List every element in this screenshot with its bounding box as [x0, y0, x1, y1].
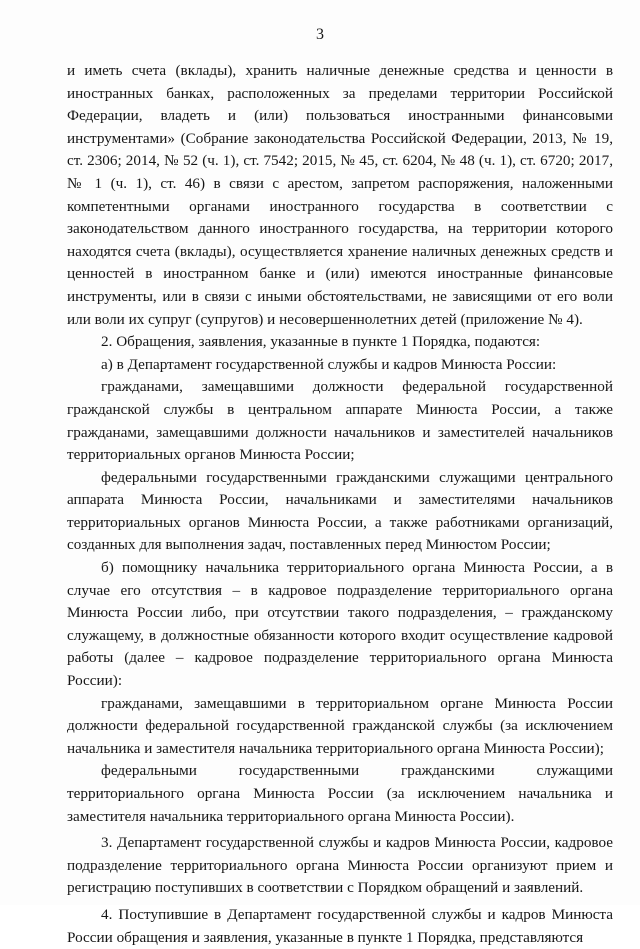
paragraph-2b-servants: федеральными государственными гражданскими служащими территориального органа Минюста России (за исключением начальника и заместителя начальника территориального органа Минюста России). [67, 762, 613, 825]
paragraph-2-item: 2. Обращения, заявления, указанные в пункте 1 Порядка, подаются: [101, 333, 541, 351]
paragraph-1-continuation: и иметь счета (вклады), хранить наличные денежные средства и ценности в иностранных банках, расположенных за пределами территории Российской Федерации, владеть и (или) пользоваться иностранными финансовыми инструментами» (Собрание законодательства Российской Федерации, 2013, № 19, ст. 2306; 2014, № 52 (ч. 1), ст. 7542; 2015, № 45, ст. 6204, № 48 (ч. 1), ст. 6720; 2017, № 1 (ч. 1), ст. 46) в связи с арестом, запретом распоряжения, наложенными компетентными органами иностранного государства в соответствии с законодательством данного иностранного государства, на территории которого находятся счета (вклады), осуществляется хранение наличных денежных средств и ценностей в иностранном банке и (или) имеются иностранные финансовые инструменты, или в связи с иными обстоятельствами, не зависящими от его воли или воли их супруг (супругов) и несовершеннолетних детей (приложение № 4). [67, 62, 613, 328]
paragraph-2b-subitem: б) помощнику начальника территориального органа Минюста России, а в случае его отсутствия – в кадровое подразделение территориального органа Минюста России либо, при отсутствии такого подразделения, – гражданскому служащему, в должностные обязанности которого входит осуществление кадровой работы (далее – кадровое подразделение территориального органа Минюста России): [67, 559, 613, 690]
paragraph-3-item: 3. Департамент государственной службы и кадров Минюста России, кадровое подразделение территориального органа Минюста России организуют прием и регистрацию поступивших в соответствии с Порядком обращений и заявлений. [67, 834, 613, 897]
paragraph-2a-servants: федеральными государственными гражданскими служащими центрального аппарата Минюста России, начальниками и заместителями начальников территориальных органов Минюста России, а также работниками организаций, созданных для выполнения задач, поставленных перед Минюстом России; [67, 468, 613, 554]
paragraph-2b-citizens: гражданами, замещавшими в территориальном органе Минюста России должности федеральной государственной гражданской службы (за исключением начальника и заместителя начальника территориального органа Минюста России); [67, 694, 613, 757]
paragraph-4-item: 4. Поступившие в Департамент государственной службы и кадров Минюста России обращения и заявления, указанные в пункте 1 Порядка, представляются [67, 905, 613, 946]
page-number: 3 [316, 26, 324, 43]
paragraph-2a-citizens: гражданами, замещавшими должности федеральной государственной гражданской службы в центральном аппарате Минюста России, а также гражданами, замещавшими должности начальников и заместителей начальников территориальных органов Минюста России; [67, 378, 613, 464]
document-body [67, 60, 613, 949]
paragraph-2a-subitem: а) в Департамент государственной службы и кадров Минюста России: [101, 355, 557, 373]
